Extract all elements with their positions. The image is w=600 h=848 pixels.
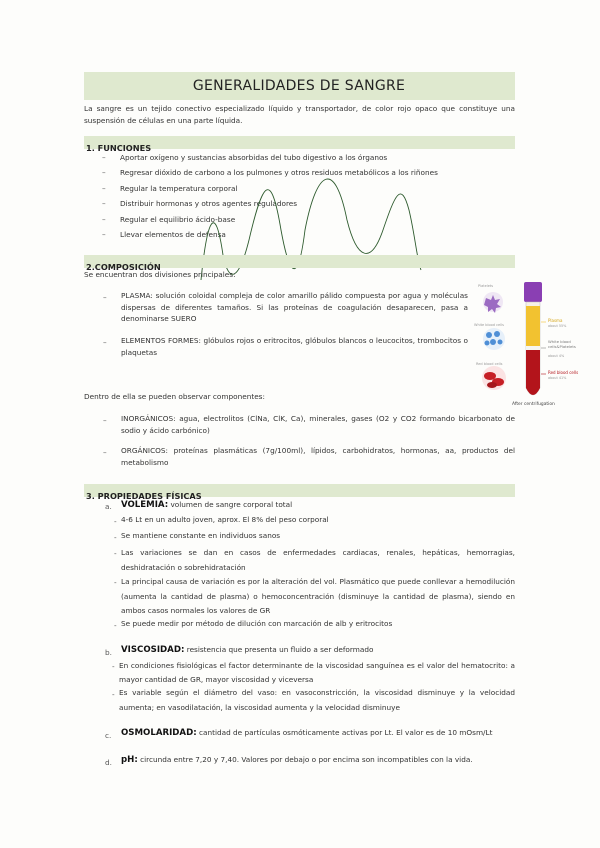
platelets-icon [483, 292, 503, 313]
volemia-item: 4-6 Lt en un adulto joven, aprox. El 8% del peso corporal [121, 515, 329, 524]
plasma-definition: PLASMA: solución coloidal compleja de color amarillo pálido compuesta por agua y moléculas dispersas de diferentes tamaños. Si las proteínas de coagulación desaparecen, pasa a denominarse SUERO [121, 291, 468, 324]
osmolaridad-definition: OSMOLARIDAD: cantidad de partículas osmóticamente activas por Lt. El valor es de 10 mOsm/Lt [121, 728, 493, 738]
section-heading-composicion: 2.COMPOSICIÓN [84, 255, 515, 268]
list-item: – Distribuir hormonas y otros agentes reguladores [84, 196, 504, 211]
list-item: – Aportar oxígeno y sustancias absorbidas del tubo digestivo a los órganos [84, 150, 504, 165]
volemia-item: Las variaciones se dan en casos de enfermedades cardiacas, renales, hepáticas, hemorragias, deshidratación o sobrehidratación [121, 548, 515, 572]
viscosidad-definition: VISCOSIDAD: resistencia que presenta un fluido a ser deformado [121, 645, 374, 655]
list-item: – Regresar dióxido de carbono a los pulmones y otros residuos metabólicos a los riñones [84, 165, 504, 180]
elementos-formes-definition: ELEMENTOS FORMES: glóbulos rojos o eritrocitos, glóbulos blancos o leucocitos, trombocitos o plaquetas [121, 336, 469, 357]
list-item: – Regular la temperatura corporal [84, 181, 504, 196]
organicos-item: ORGÁNICOS: proteínas plasmáticas (7g/100ml), lípidos, carbohidratos, hormonas, aa, productos del metabolismo [121, 446, 515, 467]
volemia-item: Se puede medir por método de dilución con marcación de alb y eritrocitos [121, 619, 393, 628]
red-cell-layer [526, 350, 540, 395]
composicion-lead: Se encuentran dos divisiones principales: [84, 270, 236, 279]
white-blood-cells-icon [483, 328, 505, 350]
list-item: – Regular el equilibrio ácido-base [84, 212, 504, 227]
componentes-lead: Dentro de ella se pueden observar componentes: [84, 392, 265, 401]
ph-definition: pH: circunda entre 7,20 y 7,40. Valores por debajo o por encima son incompatibles con la vida. [121, 755, 473, 765]
list-item: – Llevar elementos de defensa [84, 227, 504, 242]
viscosidad-item: Es variable según el diámetro del vaso: en vasoconstricción, la viscosidad disminuye y la velocidad aumenta; en vasodilatación, la viscosidad aumenta y la velocidad disminuye [119, 688, 515, 712]
section-heading-propiedades: 3. PROPIEDADES FÍSICAS [84, 484, 515, 497]
plasma-layer [526, 306, 540, 346]
page-title: GENERALIDADES DE SANGRE [188, 74, 410, 98]
red-blood-cells-icon [482, 366, 506, 390]
intro-paragraph: La sangre es un tejido conectivo especializado líquido y transportador, de color rojo opaco que constituye una suspensión de células en una parte líquida. [84, 104, 515, 125]
volemia-item: La principal causa de variación es por la alteración del vol. Plasmático que puede conllevar a hemodilución (aumenta la cantidad de plasma) o hemoconcentración (disminuye la cantidad de plasma), siendo en ambos casos normales los valores de GR [121, 577, 515, 616]
tube-cap [524, 282, 542, 302]
volemia-definition: VOLEMIA: volumen de sangre corporal total [121, 500, 293, 510]
volemia-item: Se mantiene constante en individuos sanos [121, 531, 281, 540]
centrifuged-blood-figure: Platelets White blood cells Red blood cells Plasma about 55% White blood cells&Platelets about 4% Red blood cells about 41% After centrifugation [474, 284, 579, 407]
buffy-coat-layer [526, 346, 540, 350]
viscosidad-item: En condiciones fisiológicas el factor determinante de la viscosidad sanguínea es el valor del hematocrito: a mayor cantidad de GR, mayor viscosidad y viceversa [119, 661, 515, 684]
section-heading-funciones: 1. FUNCIONES [84, 136, 515, 149]
inorganicos-item: INORGÁNICOS: agua, electrolitos (ClNa, ClK, Ca), minerales, gases (O2 y CO2 formando bicarbonato de sodio y ácido carbónico) [121, 414, 515, 435]
